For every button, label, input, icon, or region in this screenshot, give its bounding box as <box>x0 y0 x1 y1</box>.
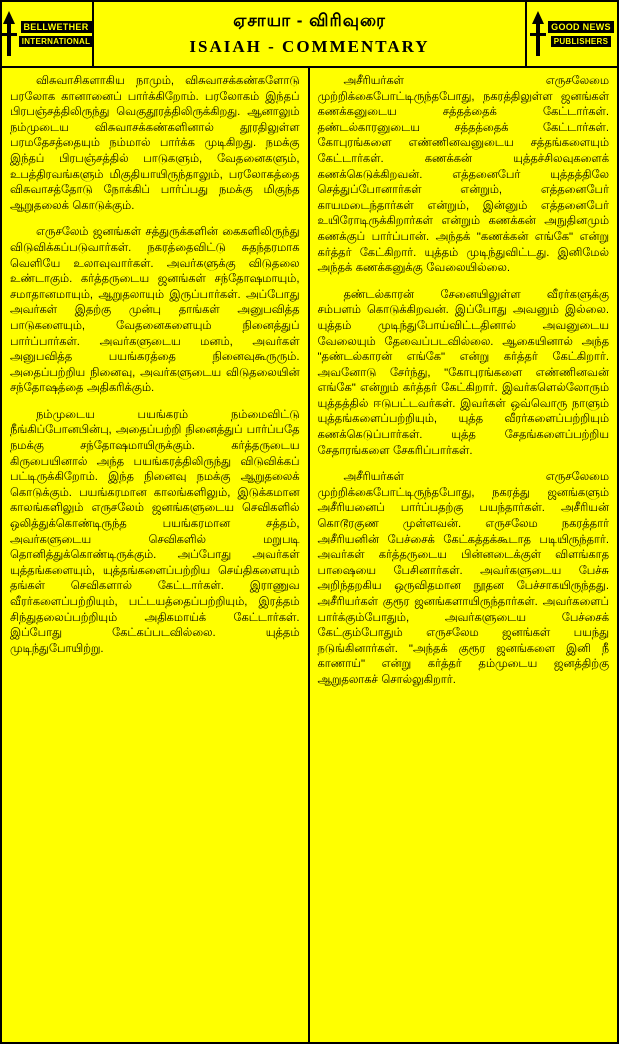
paragraph: அசீரியர்கள் எருசலேமை முற்றிக்கைபோட்டிருந்தபோது, நகரத்து ஜனங்களும் அசீரியனைப் பார்ப்பதற்கு பயந்தார்கள். அசீரியன் கொடூரகுண முள்ளவன். எருசலேம நகரத்தார் அசீரியனின் பேச்சைக் கேட்கத்தக்கூடாத படியிருந்தார். அவர்கள் கர்த்தருடைய பின்னடைக்குள் விளங்காத பாஷையை பேசினார்கள். அவர்களுடைய பேச்சு அறிந்தறகிய ஒருவிதமான நூதன பேச்சாகயிருந்தது. அசீரியர்கள் குரூர ஜனங்களாயிருந்தார்கள். அவர்களைப் பார்க்கும்போதும், அவர்களுடைய பேச்சைக் கேட்கும்போதும் எருசலேம ஜனங்கள் பயந்து நடுங்கினார்கள். "அந்தக் குரூர ஜனங்களை இனி நீ காணாய்" என்று கர்த்தர் தம்முடைய ஜனத்திற்கு ஆறுதலாகச் சொல்லுகிறார். <box>317 471 609 686</box>
paragraph: எருசலேம் ஜனங்கள் சத்துருக்களின் கைகளிலிருந்து விடுவிக்கப்படுவார்கள். நகரத்தைவிட்டு சுதந்தரமாக வெளியே உலாவுவார்கள். அவர்களுக்கு விடுதலை உண்டாகும். கர்த்தருடைய ஜனங்கள் சந்தோஷமாயும், சமாதானமாயும், ஆறுதலாயும் இருப்பார்கள். அப்போது அவர்கள் இதற்கு முன்பு தாங்கள் அனுபவித்த பாடுகளையும், வேதனைகளையும் நினைத்துப் பார்ப்பார்கள். அவர்களுடைய மனம், அவர்கள் அனுபவித்த பயங்கரத்தை நினைவுகூருரும். அதைப்பற்றிய நினைவு, அவர்களுடைய விடுதலையின் சந்தோஷத்தை அதிகரிக்கும். <box>10 226 300 395</box>
bellwether-international-logo <box>2 2 94 66</box>
title-tamil: ஏசாயா - விரிவுரை <box>233 11 386 30</box>
paragraph: தண்டல்காரன் சேனையிலுள்ள வீரர்களுக்கு சம்பளம் கொடுக்கிறவன். இப்போது அவனும் இல்லை. யுத்தம் முடிந்துபோய்விட்டதினால் அவனுடைய வேலையும் தேவைப்படவில்லை. ஆகையினால் அந்த "தண்டல்காரன் எங்கே" என்று கர்த்தர் கேட்கிறார். அவனோடு சேர்ந்து, "கோபுரங்களை எண்ணினவன் எங்கே" என்றும் கர்த்தர் கேட்கிறார். இவர்களெல்லோரும் யுத்தத்தில் ஈடுபட்டவர்கள். இவர்கள் ஒவ்வொரு நாளும் யுத்தங்களைப்பற்றியும், யுத்த வீரர்களைப்பற்றியும் கணக்கெடுப்பார்கள். யுத்த சேதங்களைப்பற்றிய சேதாரங்களை சேகரிப்பார்கள். <box>317 288 609 457</box>
page-header <box>2 2 617 68</box>
title-english: ISAIAH - COMMENTARY <box>189 37 430 56</box>
paragraph: நம்முடைய பயங்கரம் நம்மைவிட்டு நீங்கிப்போனபின்பு, அதைப்பற்றி நினைத்துப் பார்ப்பதே நமக்கு சந்தோஷமாயிருக்கும். கர்த்தருடைய கிருபையினால் அந்த பயங்கரத்திலிருந்து விடுவிக்கப் பட்டிருக்கிறோம். இந்த நினைவு நமக்கு ஆறுதலைக் கொடுக்கும். பயங்கரமான காலங்களிலும், இடுக்கமான காலங்களிலும் எருசலேம் ஜனங்களுடைய செவிகளில் ஒலித்துக்கொண்டிருந்த பயங்கரமான சத்தம், அவர்களுடைய செவிகளில் மறுபடி தொனித்துக்கொண்டிருக்கும். அப்போது அவர்கள் யுத்தங்களையும், யுத்தங்களைப்பற்றிய செய்திகளையும் தங்கள் செவிகளால் கேட்டார்கள். இராணுவ வீரர்களைப்பற்றியும், பட்டயத்தைப்பற்றியும், இரத்தம் சிந்துதலைப்பற்றியும் அதிகமாய்க் கேட்டார்கள். இப்போது கேட்கப்படவில்லை. யுத்தம் முடிந்துபோயிற்று. <box>10 408 300 655</box>
torch-icon <box>1 11 17 57</box>
paragraph: அசீரியர்கள் எருசலேமை முற்றிக்கைபோட்டிருந்தபோது, நகரத்திலுள்ள ஜனங்கள் கணக்கனுடைய சத்தத்தைக் கேட்டார்கள். தண்டல்காரனுடைய சத்தத்தைக் கேட்டார்கள். கோபுரங்களை எண்ணினவனுடைய சத்தங்களையும் கேட்டார்கள். கணக்கன் யுத்தச்சிலவுகளைக் கணக்கெடுக்கிறவன். எத்தனைபேர் யுத்தத்திலே செத்துப்போனார்கள் என்றும், எத்தனைபேர் காயமடைந்தார்கள் என்றும், இன்னும் எத்தனைபேர் உயிரோடிருக்கிறார்கள் என்றும் கணக்கன் அநுதினமும் கணக்குப் பார்ப்பான். அந்தக் "கணக்கன் எங்கே" என்று கர்த்தர் கேட்கிறார். யுத்தம் முடிந்துவிட்டது. இனிமேல் அந்தக் கணக்கனுக்கு வேலையில்லை. <box>317 75 609 275</box>
right-column <box>310 68 618 1042</box>
goodnews-logo-line2: PUBLISHERS <box>551 36 612 47</box>
paragraph: விசுவாசிகளாகிய நாமும், விசுவாசக்கண்களோடு பரலோக கானானைப் பார்க்கிறோம். பரலோகம் இந்தப் பிரபஞ்சத்திலிருந்து வெகுதூரத்திலிருக்கிறது. ஆனாலும் நம்முடைய விசுவாசக்கண்களினால் தூரதிலுள்ள பரமதேசத்தையும் நம்மால் பார்க்க முடிகிறது. நமக்கு இந்தப் பிரபஞ்சத்தில் பாடுகளும், வேதனைகளும், உபத்திரவங்களும் மிகுதியாயிருந்தாலும், பரலோகத்தை விசுவாசத்தோடு நோக்கிப் பார்ப்பது நமக்கு மிகுந்த ஆறுதலைக் கொடுக்கும். <box>10 75 300 212</box>
goodnews-logo-line1: GOOD NEWS <box>548 21 614 33</box>
bellwether-logo-line1: BELLWETHER <box>21 21 92 33</box>
page-title <box>94 2 525 66</box>
commentary-body <box>2 68 617 1042</box>
torch-icon <box>530 11 546 57</box>
left-column <box>2 68 310 1042</box>
good-news-publishers-logo <box>525 2 617 66</box>
bellwether-logo-line2: INTERNATIONAL <box>19 36 94 47</box>
